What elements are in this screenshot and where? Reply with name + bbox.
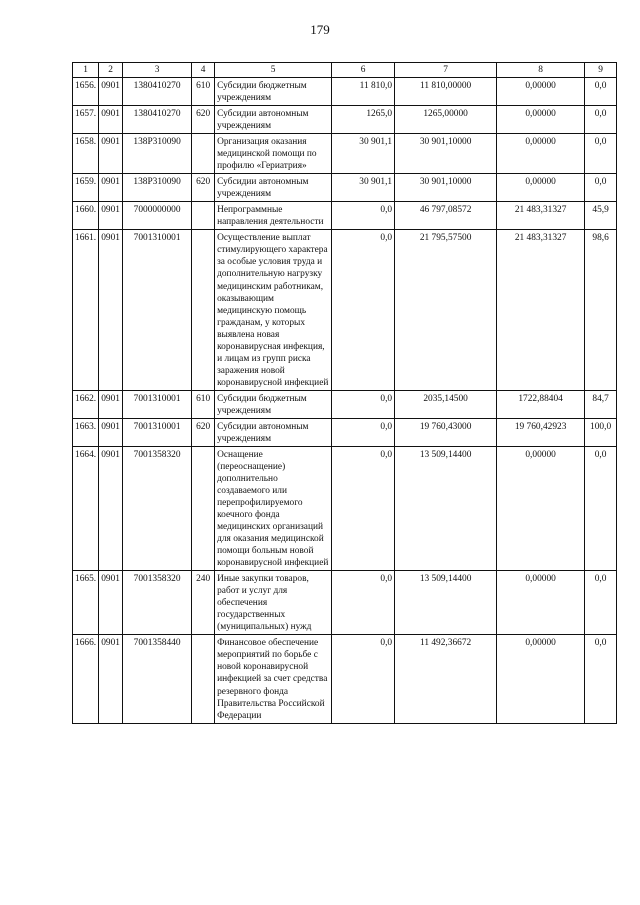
executed-amount-cell: 0,00000 [497, 134, 585, 174]
plan-amount-cell: 0,0 [332, 230, 395, 390]
row-number-cell: 1657. [73, 106, 99, 134]
plan-amount-cell: 1265,0 [332, 106, 395, 134]
section-code-cell: 0901 [99, 230, 123, 390]
header-cell: 9 [585, 63, 617, 78]
revised-amount-cell: 1265,00000 [395, 106, 497, 134]
item-name-cell: Оснащение (переоснащение) дополнительно создаваемого или перепрофилируемого коечного фонда медицинских организаций для оказания медицинской помощи больным новой коронавирусной инфекцией [215, 446, 332, 570]
revised-amount-cell: 19 760,43000 [395, 418, 497, 446]
table-row [73, 78, 617, 106]
table-row [73, 134, 617, 174]
percent-cell: 0,0 [585, 446, 617, 570]
header-cell: 3 [123, 63, 192, 78]
target-code-cell: 138P310090 [123, 174, 192, 202]
plan-amount-cell: 11 810,0 [332, 78, 395, 106]
table-row [73, 635, 617, 723]
plan-amount-cell: 0,0 [332, 446, 395, 570]
target-code-cell: 7001358320 [123, 571, 192, 635]
plan-amount-cell: 0,0 [332, 571, 395, 635]
item-name-cell: Иные закупки товаров, работ и услуг для обеспечения государственных (муниципальных) нужд [215, 571, 332, 635]
section-code-cell: 0901 [99, 134, 123, 174]
executed-amount-cell: 19 760,42923 [497, 418, 585, 446]
header-cell: 7 [395, 63, 497, 78]
revised-amount-cell: 46 797,08572 [395, 202, 497, 230]
target-code-cell: 7001358440 [123, 635, 192, 723]
plan-amount-cell: 0,0 [332, 390, 395, 418]
percent-cell: 84,7 [585, 390, 617, 418]
header-cell: 4 [192, 63, 215, 78]
revised-amount-cell: 30 901,10000 [395, 174, 497, 202]
section-code-cell: 0901 [99, 78, 123, 106]
section-code-cell: 0901 [99, 446, 123, 570]
item-name-cell: Непрограммные направления деятельности [215, 202, 332, 230]
section-code-cell: 0901 [99, 635, 123, 723]
executed-amount-cell: 1722,88404 [497, 390, 585, 418]
revised-amount-cell: 13 509,14400 [395, 446, 497, 570]
header-cell: 8 [497, 63, 585, 78]
executed-amount-cell: 0,00000 [497, 446, 585, 570]
percent-cell: 0,0 [585, 571, 617, 635]
percent-cell: 0,0 [585, 78, 617, 106]
expense-type-cell: 240 [192, 571, 215, 635]
plan-amount-cell: 0,0 [332, 202, 395, 230]
table-row [73, 202, 617, 230]
row-number-cell: 1660. [73, 202, 99, 230]
target-code-cell: 7000000000 [123, 202, 192, 230]
target-code-cell: 1380410270 [123, 106, 192, 134]
page-number: 179 [310, 22, 330, 37]
expense-type-cell: 610 [192, 78, 215, 106]
plan-amount-cell: 0,0 [332, 418, 395, 446]
revised-amount-cell: 13 509,14400 [395, 571, 497, 635]
table-row [73, 390, 617, 418]
header-cell: 1 [73, 63, 99, 78]
executed-amount-cell: 0,00000 [497, 78, 585, 106]
executed-amount-cell: 0,00000 [497, 635, 585, 723]
expense-type-cell [192, 230, 215, 390]
item-name-cell: Субсидии автономным учреждениям [215, 418, 332, 446]
revised-amount-cell: 11 810,00000 [395, 78, 497, 106]
expense-type-cell [192, 446, 215, 570]
table-row [73, 230, 617, 390]
row-number-cell: 1656. [73, 78, 99, 106]
plan-amount-cell: 0,0 [332, 635, 395, 723]
expense-type-cell: 610 [192, 390, 215, 418]
section-code-cell: 0901 [99, 390, 123, 418]
section-code-cell: 0901 [99, 106, 123, 134]
table-row [73, 446, 617, 570]
percent-cell: 0,0 [585, 106, 617, 134]
executed-amount-cell: 0,00000 [497, 106, 585, 134]
row-number-cell: 1659. [73, 174, 99, 202]
percent-cell: 98,6 [585, 230, 617, 390]
section-code-cell: 0901 [99, 202, 123, 230]
expense-type-cell: 620 [192, 418, 215, 446]
plan-amount-cell: 30 901,1 [332, 134, 395, 174]
target-code-cell: 7001310001 [123, 418, 192, 446]
row-number-cell: 1666. [73, 635, 99, 723]
table-row [73, 174, 617, 202]
revised-amount-cell: 2035,14500 [395, 390, 497, 418]
revised-amount-cell: 11 492,36672 [395, 635, 497, 723]
header-cell: 5 [215, 63, 332, 78]
target-code-cell: 138P310090 [123, 134, 192, 174]
revised-amount-cell: 30 901,10000 [395, 134, 497, 174]
header-row [73, 63, 617, 78]
expense-type-cell: 620 [192, 106, 215, 134]
budget-table [72, 62, 617, 724]
target-code-cell: 7001310001 [123, 230, 192, 390]
executed-amount-cell: 0,00000 [497, 571, 585, 635]
percent-cell: 100,0 [585, 418, 617, 446]
target-code-cell: 1380410270 [123, 78, 192, 106]
row-number-cell: 1663. [73, 418, 99, 446]
expense-type-cell: 620 [192, 174, 215, 202]
percent-cell: 45,9 [585, 202, 617, 230]
expense-type-cell [192, 134, 215, 174]
executed-amount-cell: 21 483,31327 [497, 202, 585, 230]
executed-amount-cell: 21 483,31327 [497, 230, 585, 390]
expense-type-cell [192, 202, 215, 230]
row-number-cell: 1661. [73, 230, 99, 390]
item-name-cell: Финансовое обеспечение мероприятий по борьбе с новой коронавирусной инфекцией за счет средства резервного фонда Правительства Российской Федерации [215, 635, 332, 723]
percent-cell: 0,0 [585, 174, 617, 202]
item-name-cell: Субсидии бюджетным учреждениям [215, 78, 332, 106]
item-name-cell: Организация оказания медицинской помощи по профилю «Гериатрия» [215, 134, 332, 174]
expense-type-cell [192, 635, 215, 723]
percent-cell: 0,0 [585, 635, 617, 723]
item-name-cell: Субсидии автономным учреждениям [215, 174, 332, 202]
row-number-cell: 1658. [73, 134, 99, 174]
row-number-cell: 1664. [73, 446, 99, 570]
plan-amount-cell: 30 901,1 [332, 174, 395, 202]
item-name-cell: Субсидии бюджетным учреждениям [215, 390, 332, 418]
row-number-cell: 1665. [73, 571, 99, 635]
section-code-cell: 0901 [99, 571, 123, 635]
executed-amount-cell: 0,00000 [497, 174, 585, 202]
section-code-cell: 0901 [99, 174, 123, 202]
section-code-cell: 0901 [99, 418, 123, 446]
table-row [73, 571, 617, 635]
target-code-cell: 7001358320 [123, 446, 192, 570]
item-name-cell: Субсидии автономным учреждениям [215, 106, 332, 134]
percent-cell: 0,0 [585, 134, 617, 174]
revised-amount-cell: 21 795,57500 [395, 230, 497, 390]
header-cell: 2 [99, 63, 123, 78]
row-number-cell: 1662. [73, 390, 99, 418]
table-row [73, 418, 617, 446]
target-code-cell: 7001310001 [123, 390, 192, 418]
header-cell: 6 [332, 63, 395, 78]
table-row [73, 106, 617, 134]
item-name-cell: Осуществление выплат стимулирующего характера за особые условия труда и дополнительную нагрузку медицинским работникам, оказывающим медицинскую помощь гражданам, у которых выявлена новая коронавирусная инфекция, и лицам из групп риска заражения новой коронавирусной инфекцией [215, 230, 332, 390]
